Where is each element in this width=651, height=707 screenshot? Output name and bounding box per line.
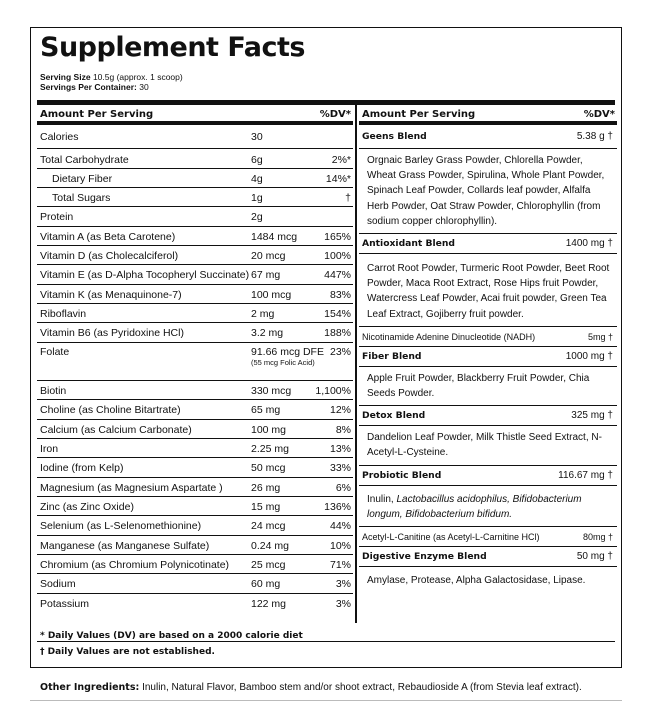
servings-per-container: Servings Per Container: 30 <box>40 82 149 92</box>
footnote-divider <box>37 641 615 642</box>
nutrients-header: Amount Per Serving %DV* <box>37 105 353 125</box>
greens-blend: Geens Blend 5.38 g † Orgnaic Barley Grass Powder, Chlorella Powder, Wheat Grass Powder, Spirulina, Whole Plant Powder, Spinach Leaf Powder, Collards leaf powder, Alfalfa Herb Powder, Oat Straw Powder, Chlorophyllin (from sodium copper chlorophyllin). <box>359 125 617 234</box>
nutrient-row: Selenium (as L-Selenomethionine) 24 mcg 44% <box>37 516 353 536</box>
antioxidant-blend: Antioxidant Blend 1400 mg † Carrot Root Powder, Turmeric Root Powder, Beet Root Powder, Maca Root Extract, Rose Hips fruit Powder, Watercress Leaf Powder, Acai fruit powder, Green Tea Leaf Extract, Gojiberry fruit powder. <box>359 234 617 327</box>
footnote-not-established: † Daily Values are not established. <box>40 647 215 657</box>
blends-column <box>359 105 617 592</box>
nutrient-row: Manganese (as Manganese Sulfate) 0.24 mg 10% <box>37 536 353 555</box>
probiotic-blend: Probiotic Blend 116.67 mg † Inulin, Lactobacillus acidophilus, Bifidobacterium longum, Bifidobacterium bifidum. <box>359 466 617 527</box>
nutrient-row: Calories 30 <box>37 125 353 149</box>
nutrient-row: Vitamin D (as Cholecalciferol) 20 mcg 100% <box>37 246 353 265</box>
blends-header: Amount Per Serving %DV* <box>359 105 617 125</box>
digestive-enzyme-blend: Digestive Enzyme Blend 50 mg † Amylase, Protease, Alpha Galactosidase, Lipase. <box>359 547 617 592</box>
footnote-daily-values: * Daily Values (DV) are based on a 2000 calorie diet <box>40 631 303 641</box>
nutrient-row: Magnesium (as Magnesium Aspartate ) 26 mg 6% <box>37 478 353 497</box>
nutrient-row: Vitamin E (as D-Alpha Tocopheryl Succinate) 67 mg 447% <box>37 265 353 285</box>
supplement-facts-panel <box>30 27 622 668</box>
nutrient-row: Riboflavin 2 mg 154% <box>37 304 353 323</box>
nutrient-row: Vitamin K (as Menaquinone-7) 100 mcg 83% <box>37 285 353 304</box>
serving-size: Serving Size 10.5g (approx. 1 scoop) <box>40 72 183 82</box>
nutrient-row: Choline (as Choline Bitartrate) 65 mg 12% <box>37 400 353 420</box>
nutrient-row: Sodium 60 mg 3% <box>37 574 353 594</box>
nutrient-row: Chromium (as Chromium Polynicotinate) 25 mcg 71% <box>37 555 353 574</box>
nadh-row: Nicotinamide Adenine Dinucleotide (NADH) 5mg † <box>359 327 617 347</box>
detox-blend: Detox Blend 325 mg † Dandelion Leaf Powder, Milk Thistle Seed Extract, N-Acetyl-L-Cysteine. <box>359 406 617 465</box>
fiber-blend: Fiber Blend 1000 mg † Apple Fruit Powder, Blackberry Fruit Powder, Chia Seeds Powder. <box>359 347 617 406</box>
nutrient-row: Biotin 330 mcg 1,100% <box>37 381 353 400</box>
nutrient-row: Iodine (from Kelp) 50 mcg 33% <box>37 458 353 478</box>
nutrient-row: Total Carbohydrate 6g 2%* <box>37 149 353 169</box>
column-divider <box>355 105 357 623</box>
nutrient-row-folate: Folate 91.66 mcg DFE 23% (55 mcg Folic Acid) <box>37 343 353 381</box>
nutrient-row: Zinc (as Zinc Oxide) 15 mg 136% <box>37 497 353 516</box>
bottom-rule <box>30 700 622 701</box>
nutrient-row: Vitamin B6 (as Pyridoxine HCl) 3.2 mg 188% <box>37 323 353 343</box>
nutrient-row: Calcium (as Calcium Carbonate) 100 mg 8% <box>37 420 353 439</box>
nutrient-row: Iron 2.25 mg 13% <box>37 439 353 458</box>
acetyl-l-carnitine-row: Acetyl-L-Canitine (as Acetyl-L-Carnitine HCl) 80mg † <box>359 527 617 547</box>
nutrient-row: Total Sugars 1g † <box>37 188 353 207</box>
other-ingredients: Other Ingredients: Inulin, Natural Flavor, Bamboo stem and/or shoot extract, Rebaudioside A (from Stevia leaf extract). <box>40 682 582 693</box>
nutrients-column <box>37 105 353 614</box>
nutrient-row: Dietary Fiber 4g 14%* <box>37 169 353 188</box>
nutrient-row: Protein 2g <box>37 207 353 227</box>
nutrient-row: Potassium 122 mg 3% <box>40 598 351 610</box>
panel-title: Supplement Facts <box>40 32 305 63</box>
nutrient-row: Vitamin A (as Beta Carotene) 1484 mcg 165% <box>37 227 353 246</box>
